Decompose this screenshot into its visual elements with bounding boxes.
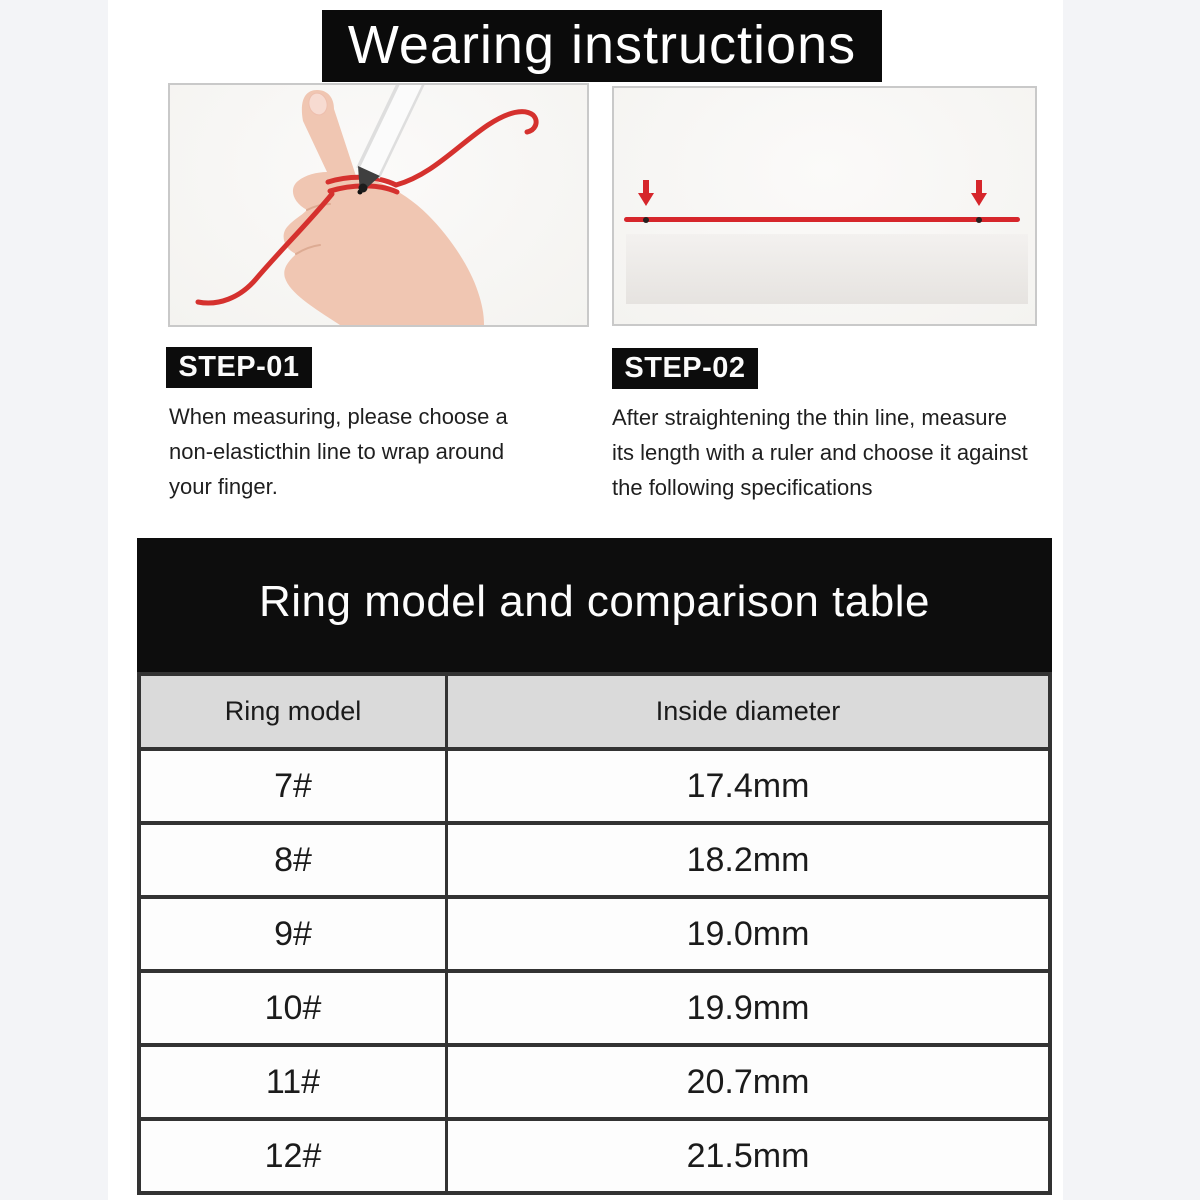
step-01-description — [169, 399, 569, 504]
step-text-line: the following specifications — [612, 475, 873, 500]
size-table — [137, 672, 1052, 1195]
step-text-line: your finger. — [169, 474, 278, 499]
inside-diameter-cell: 20.7mm — [686, 1062, 810, 1101]
step-text-line: After straightening the thin line, measure — [612, 405, 1008, 430]
marker-pen — [358, 85, 415, 195]
measure-point-dot — [643, 217, 649, 223]
ink-mark — [359, 184, 368, 193]
ring-model-cell: 9# — [141, 899, 448, 969]
table-row — [141, 751, 1048, 825]
hand-measuring-photo — [168, 83, 589, 327]
table-header-row — [141, 676, 1048, 751]
down-arrow-icon — [971, 180, 987, 206]
ring-model-cell: 12# — [141, 1121, 448, 1191]
step-text-line: When measuring, please choose a — [169, 404, 508, 429]
step-01-badge: STEP-01 — [166, 347, 312, 388]
inside-diameter-cell: 18.2mm — [686, 840, 810, 879]
ring-model-cell: 11# — [141, 1047, 448, 1117]
ruler-measurement-photo — [612, 86, 1037, 326]
page-title: Wearing instructions — [322, 10, 882, 82]
table-row — [141, 1047, 1048, 1121]
table-row — [141, 899, 1048, 973]
ring-size-section — [137, 538, 1052, 1191]
down-arrow-icon — [638, 180, 654, 206]
step-02-description — [612, 400, 1052, 505]
ring-model-cell: 7# — [141, 751, 448, 821]
inside-diameter-cell: 19.0mm — [686, 914, 810, 953]
inside-diameter-cell: 17.4mm — [686, 766, 810, 805]
column-header-ring-model: Ring model — [141, 676, 448, 747]
step-text-line: non-elasticthin line to wrap around — [169, 439, 505, 464]
ruler — [626, 234, 1028, 304]
ring-model-cell: 10# — [141, 973, 448, 1043]
measured-string-line — [624, 217, 1020, 222]
measure-point-dot — [976, 217, 982, 223]
ring-model-cell: 8# — [141, 825, 448, 895]
step-02-badge: STEP-02 — [612, 348, 758, 389]
table-row — [141, 825, 1048, 899]
inside-diameter-cell: 21.5mm — [686, 1136, 810, 1175]
table-title: Ring model and comparison table — [259, 577, 930, 626]
table-row — [141, 973, 1048, 1047]
step-text-line: its length with a ruler and choose it against — [612, 440, 1028, 465]
column-header-inside-diameter: Inside diameter — [655, 696, 841, 726]
inside-diameter-cell: 19.9mm — [686, 988, 810, 1027]
table-row — [141, 1121, 1048, 1195]
hand-illustration — [170, 85, 587, 325]
